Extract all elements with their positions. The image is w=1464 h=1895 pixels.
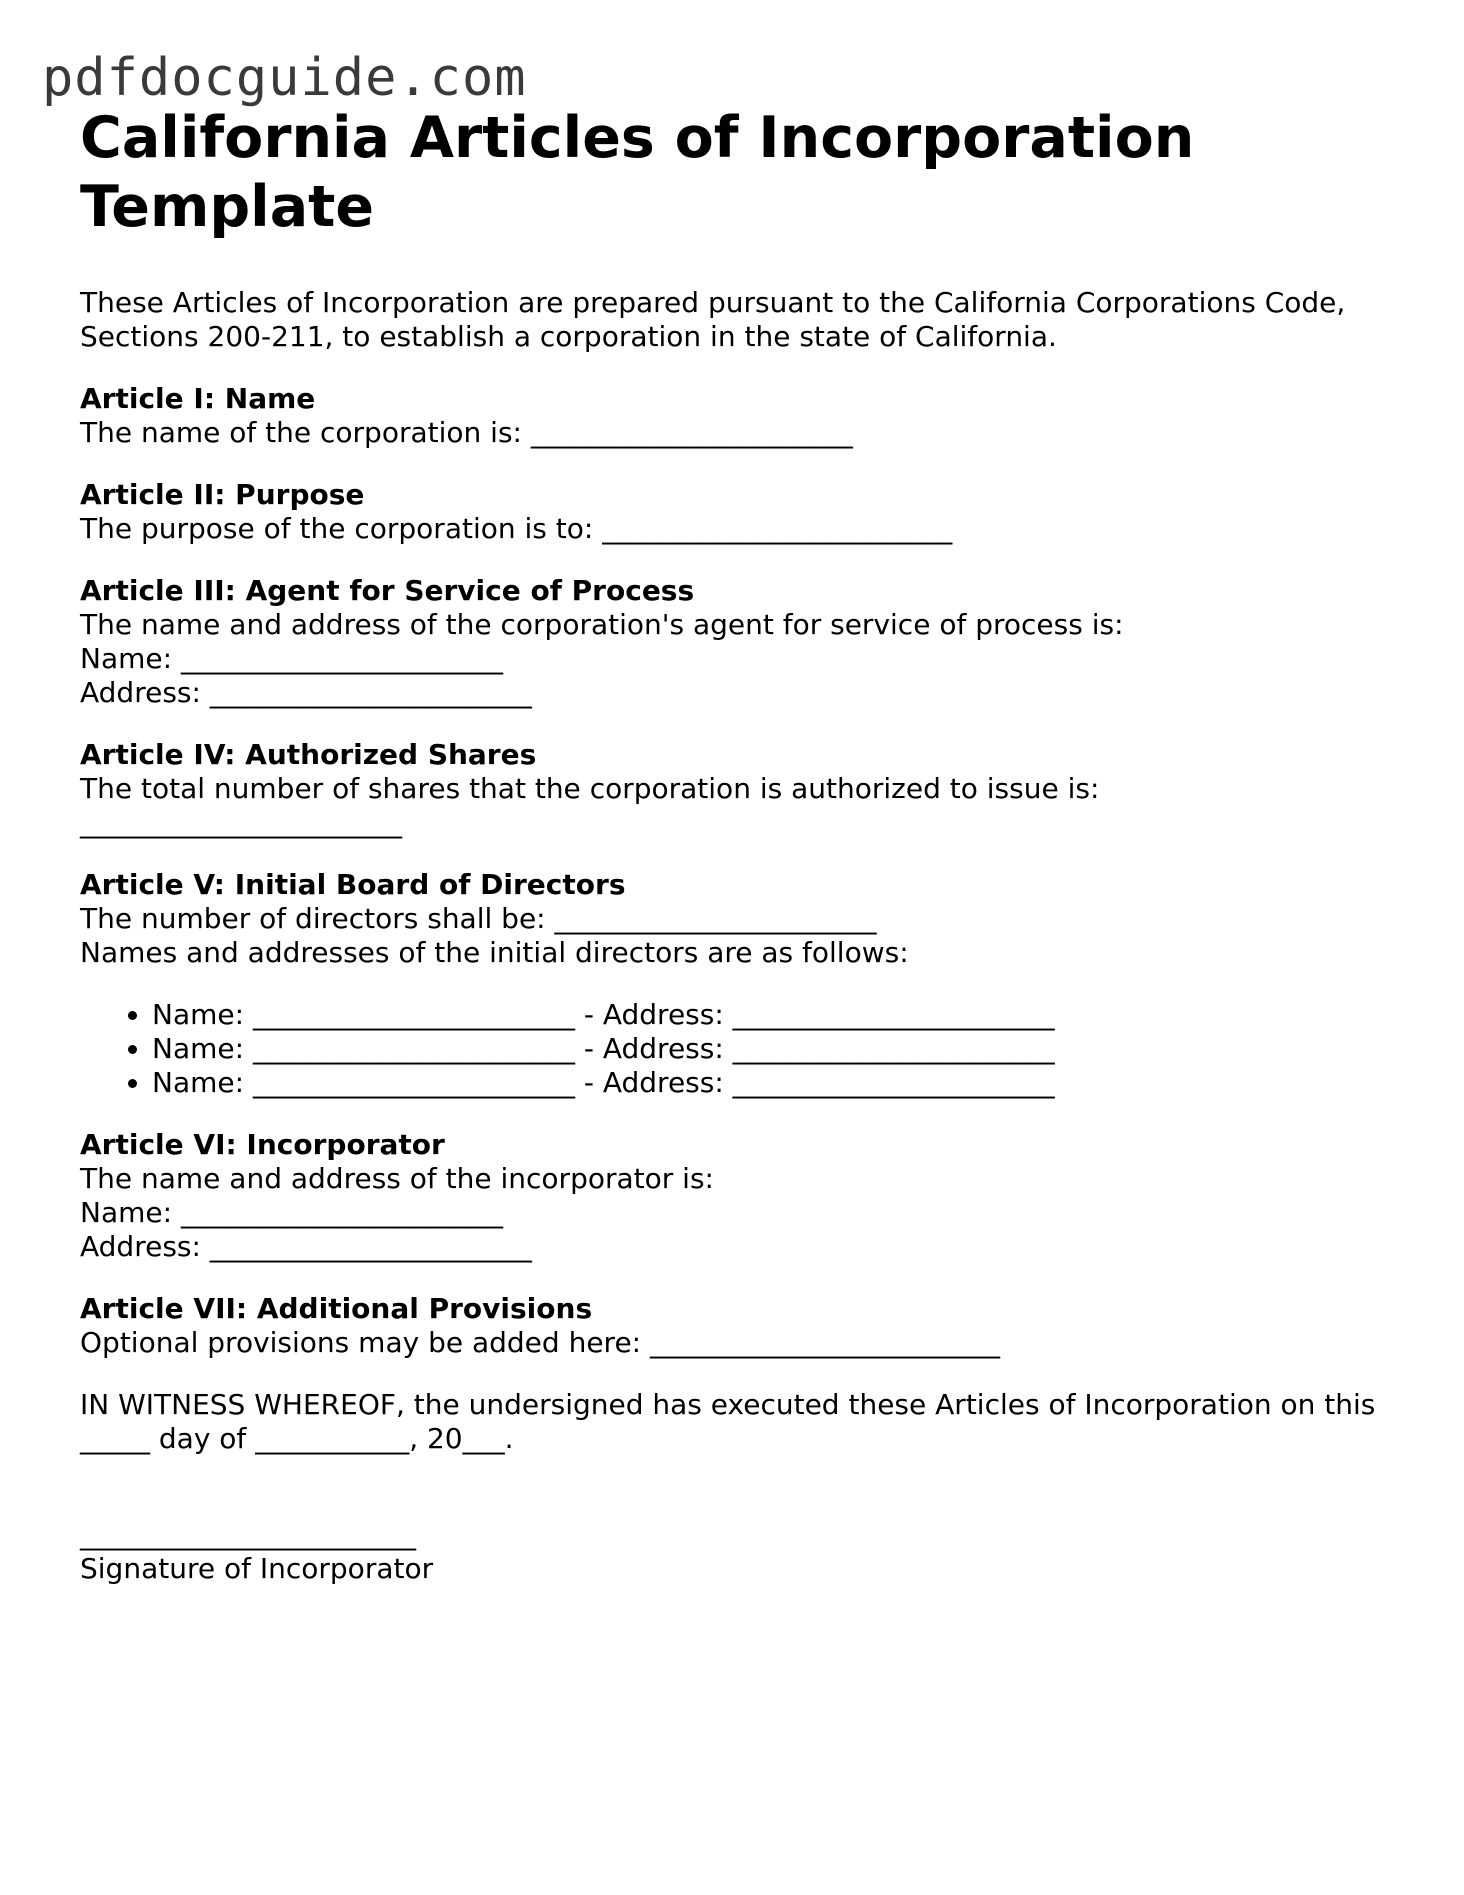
signature-label: Signature of Incorporator (80, 1552, 434, 1585)
article-name (80, 382, 1420, 450)
signature-line: ________________________ (80, 1518, 416, 1551)
article-text: The name of the corporation is: _______________________ (80, 416, 853, 449)
article-title: Article II: Purpose (80, 478, 365, 511)
document-title: California Articles of Incorporation Template (80, 105, 1195, 240)
article-title: Article III: Agent for Service of Process (80, 574, 695, 607)
article-text: The purpose of the corporation is to: _________________________ (80, 512, 953, 545)
agent-address-field: Address: _______________________ (80, 676, 532, 709)
article-directors (80, 868, 1420, 970)
provisions-field: Optional provisions may be added here: _________________________ (80, 1326, 1001, 1359)
incorporator-name-field: Name: _______________________ (80, 1196, 503, 1229)
witness-clause: IN WITNESS WHEREOF, the undersigned has executed these Articles of Incorporation on this _____ day of ___________, 20___. (80, 1388, 1376, 1455)
list-item: • Name: _______________________ - Address: _______________________ (152, 1032, 1420, 1066)
article-title: Article I: Name (80, 382, 316, 415)
article-text: The total number of shares that the corporation is authorized to issue is: (80, 772, 1100, 805)
document (80, 104, 1420, 1586)
directors-count-field: The number of directors shall be: _______________________ (80, 902, 877, 935)
article-title: Article VI: Incorporator (80, 1128, 445, 1161)
article-text: Names and addresses of the initial directors are as follows: (80, 936, 909, 969)
directors-list (80, 998, 1420, 1100)
article-purpose (80, 478, 1420, 546)
article-agent (80, 574, 1420, 710)
signature-block (80, 1518, 1420, 1586)
shares-field: _______________________ (80, 806, 402, 839)
article-shares (80, 738, 1420, 840)
article-text: The name and address of the corporation's agent for service of process is: (80, 608, 1124, 641)
article-title: Article V: Initial Board of Directors (80, 868, 626, 901)
agent-name-field: Name: _______________________ (80, 642, 503, 675)
incorporator-address-field: Address: _______________________ (80, 1230, 532, 1263)
list-item: • Name: _______________________ - Address: _______________________ (152, 1066, 1420, 1100)
list-item: • Name: _______________________ - Address: _______________________ (152, 998, 1420, 1032)
watermark: pdfdocguide.com (42, 48, 527, 108)
article-title: Article VII: Additional Provisions (80, 1292, 593, 1325)
article-text: The name and address of the incorporator is: (80, 1162, 714, 1195)
article-title: Article IV: Authorized Shares (80, 738, 537, 771)
intro-paragraph: These Articles of Incorporation are prepared pursuant to the California Corporations Code, Sections 200-211, to establish a corporation in the state of California. (80, 286, 1346, 353)
article-incorporator (80, 1128, 1420, 1264)
article-provisions (80, 1292, 1420, 1360)
